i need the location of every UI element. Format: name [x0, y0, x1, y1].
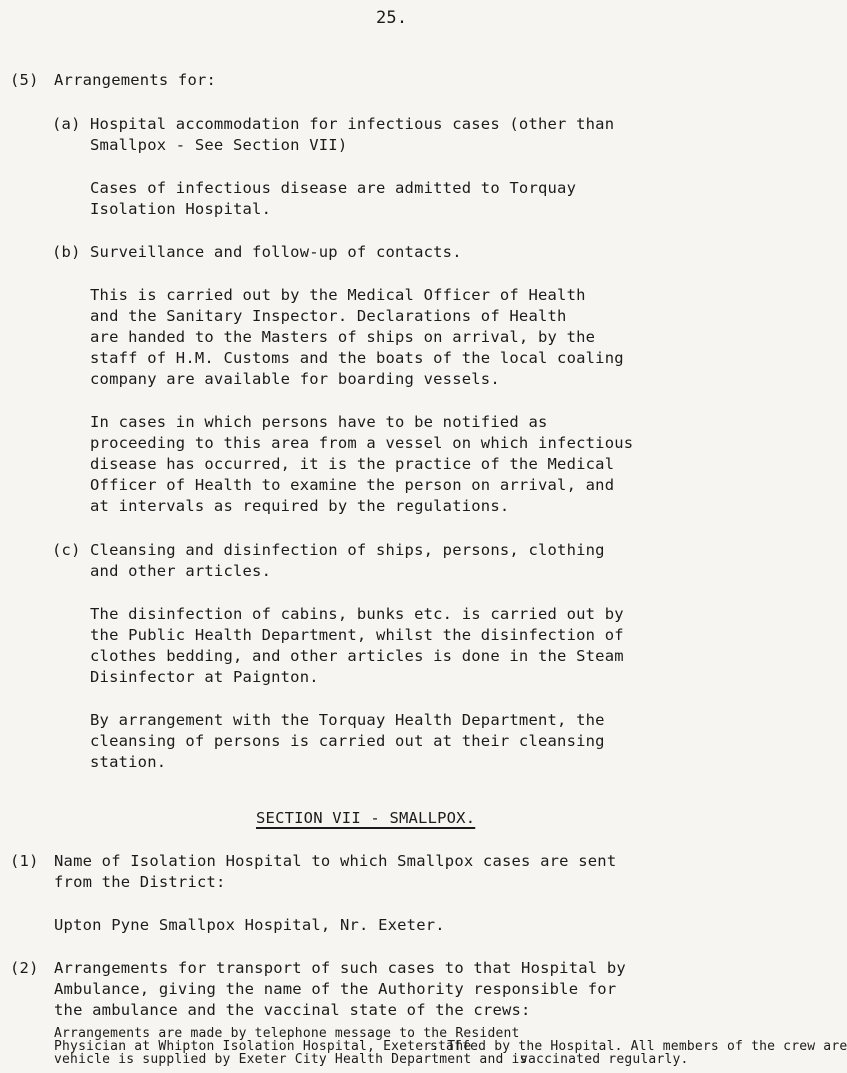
item-5c-title-line: Cleansing and disinfection of ships, persons, clothing: [90, 541, 605, 559]
item-5c-para1-line: The disinfection of cabins, bunks etc. is carried out by: [90, 605, 624, 623]
item-5b-para1-line: company are available for boarding vessels.: [90, 370, 500, 388]
item-5c-para1-line: the Public Health Department, whilst the disinfection of: [90, 626, 624, 644]
item-5b-para2-line: In cases in which persons have to be notified as: [90, 413, 548, 431]
section7-item-2-number: (2): [10, 959, 39, 977]
item-5b-para2-line: proceeding to this area from a vessel on which infectious: [90, 434, 634, 452]
section7-item-2-line: Arrangements for transport of such cases to that Hospital by: [54, 959, 626, 977]
item-5b-para2-line: disease has occurred, it is the practice of the Medical: [90, 455, 615, 473]
item-5c-para1-line: clothes bedding, and other articles is done in the Steam: [90, 647, 624, 665]
section7-item-2-line: the ambulance and the vaccinal state of the crews:: [54, 1001, 531, 1019]
section7-item-1-line: from the District:: [54, 873, 226, 891]
section7-item-2-answer-line: Physician at Whipton Isolation Hospital, Exeter. The: [54, 1039, 472, 1054]
item-5c-para2-line: By arrangement with the Torquay Health Department, the: [90, 711, 605, 729]
item-5a-title-line: Hospital accommodation for infectious cases (other than: [90, 115, 615, 133]
section7-item-2-answer-line: vehicle is supplied by Exeter City Health Department and is: [54, 1052, 528, 1067]
item-5b-label: (b): [52, 243, 81, 261]
section7-item-2-answer-line: staffed by the Hospital. All members of the crew are: [430, 1039, 847, 1054]
section7-item-2-line: Ambulance, giving the name of the Authority responsible for: [54, 980, 617, 998]
item-5b-title: Surveillance and follow-up of contacts.: [90, 243, 462, 261]
item-5a-label: (a): [52, 115, 81, 133]
item-5-number: (5): [10, 71, 39, 89]
item-5c-title-line: and other articles.: [90, 562, 272, 580]
item-5b-para2-line: Officer of Health to examine the person on arrival, and: [90, 476, 615, 494]
section7-item-2-answer-line: Arrangements are made by telephone message to the Resident: [54, 1026, 520, 1041]
item-5c-para2-line: cleansing of persons is carried out at their cleansing: [90, 732, 605, 750]
section7-item-1-number: (1): [10, 852, 39, 870]
item-5a-body-line: Isolation Hospital.: [90, 200, 272, 218]
item-5b-para1-line: and the Sanitary Inspector. Declarations of Health: [90, 307, 567, 325]
item-5c-para1-line: Disinfector at Paignton.: [90, 668, 319, 686]
section7-item-1-line: Name of Isolation Hospital to which Smallpox cases are sent: [54, 852, 617, 870]
section7-item-2-answer-line: vaccinated regularly.: [520, 1052, 689, 1067]
item-5c-para2-line: station.: [90, 753, 167, 771]
item-5b-para2-line: at intervals as required by the regulations.: [90, 497, 510, 515]
item-5b-para1-line: staff of H.M. Customs and the boats of the local coaling: [90, 349, 624, 367]
item-5a-body-line: Cases of infectious disease are admitted to Torquay: [90, 179, 577, 197]
item-5b-para1-line: are handed to the Masters of ships on arrival, by the: [90, 328, 596, 346]
item-5-title: Arrangements for:: [54, 71, 217, 89]
item-5c-label: (c): [52, 541, 81, 559]
item-5a-title-line: Smallpox - See Section VII): [90, 136, 348, 154]
section7-item-1-answer: Upton Pyne Smallpox Hospital, Nr. Exeter.: [54, 916, 445, 934]
page-number: 25.: [376, 8, 408, 28]
item-5b-para1-line: This is carried out by the Medical Officer of Health: [90, 286, 586, 304]
section-heading: SECTION VII - SMALLPOX.: [256, 809, 476, 827]
